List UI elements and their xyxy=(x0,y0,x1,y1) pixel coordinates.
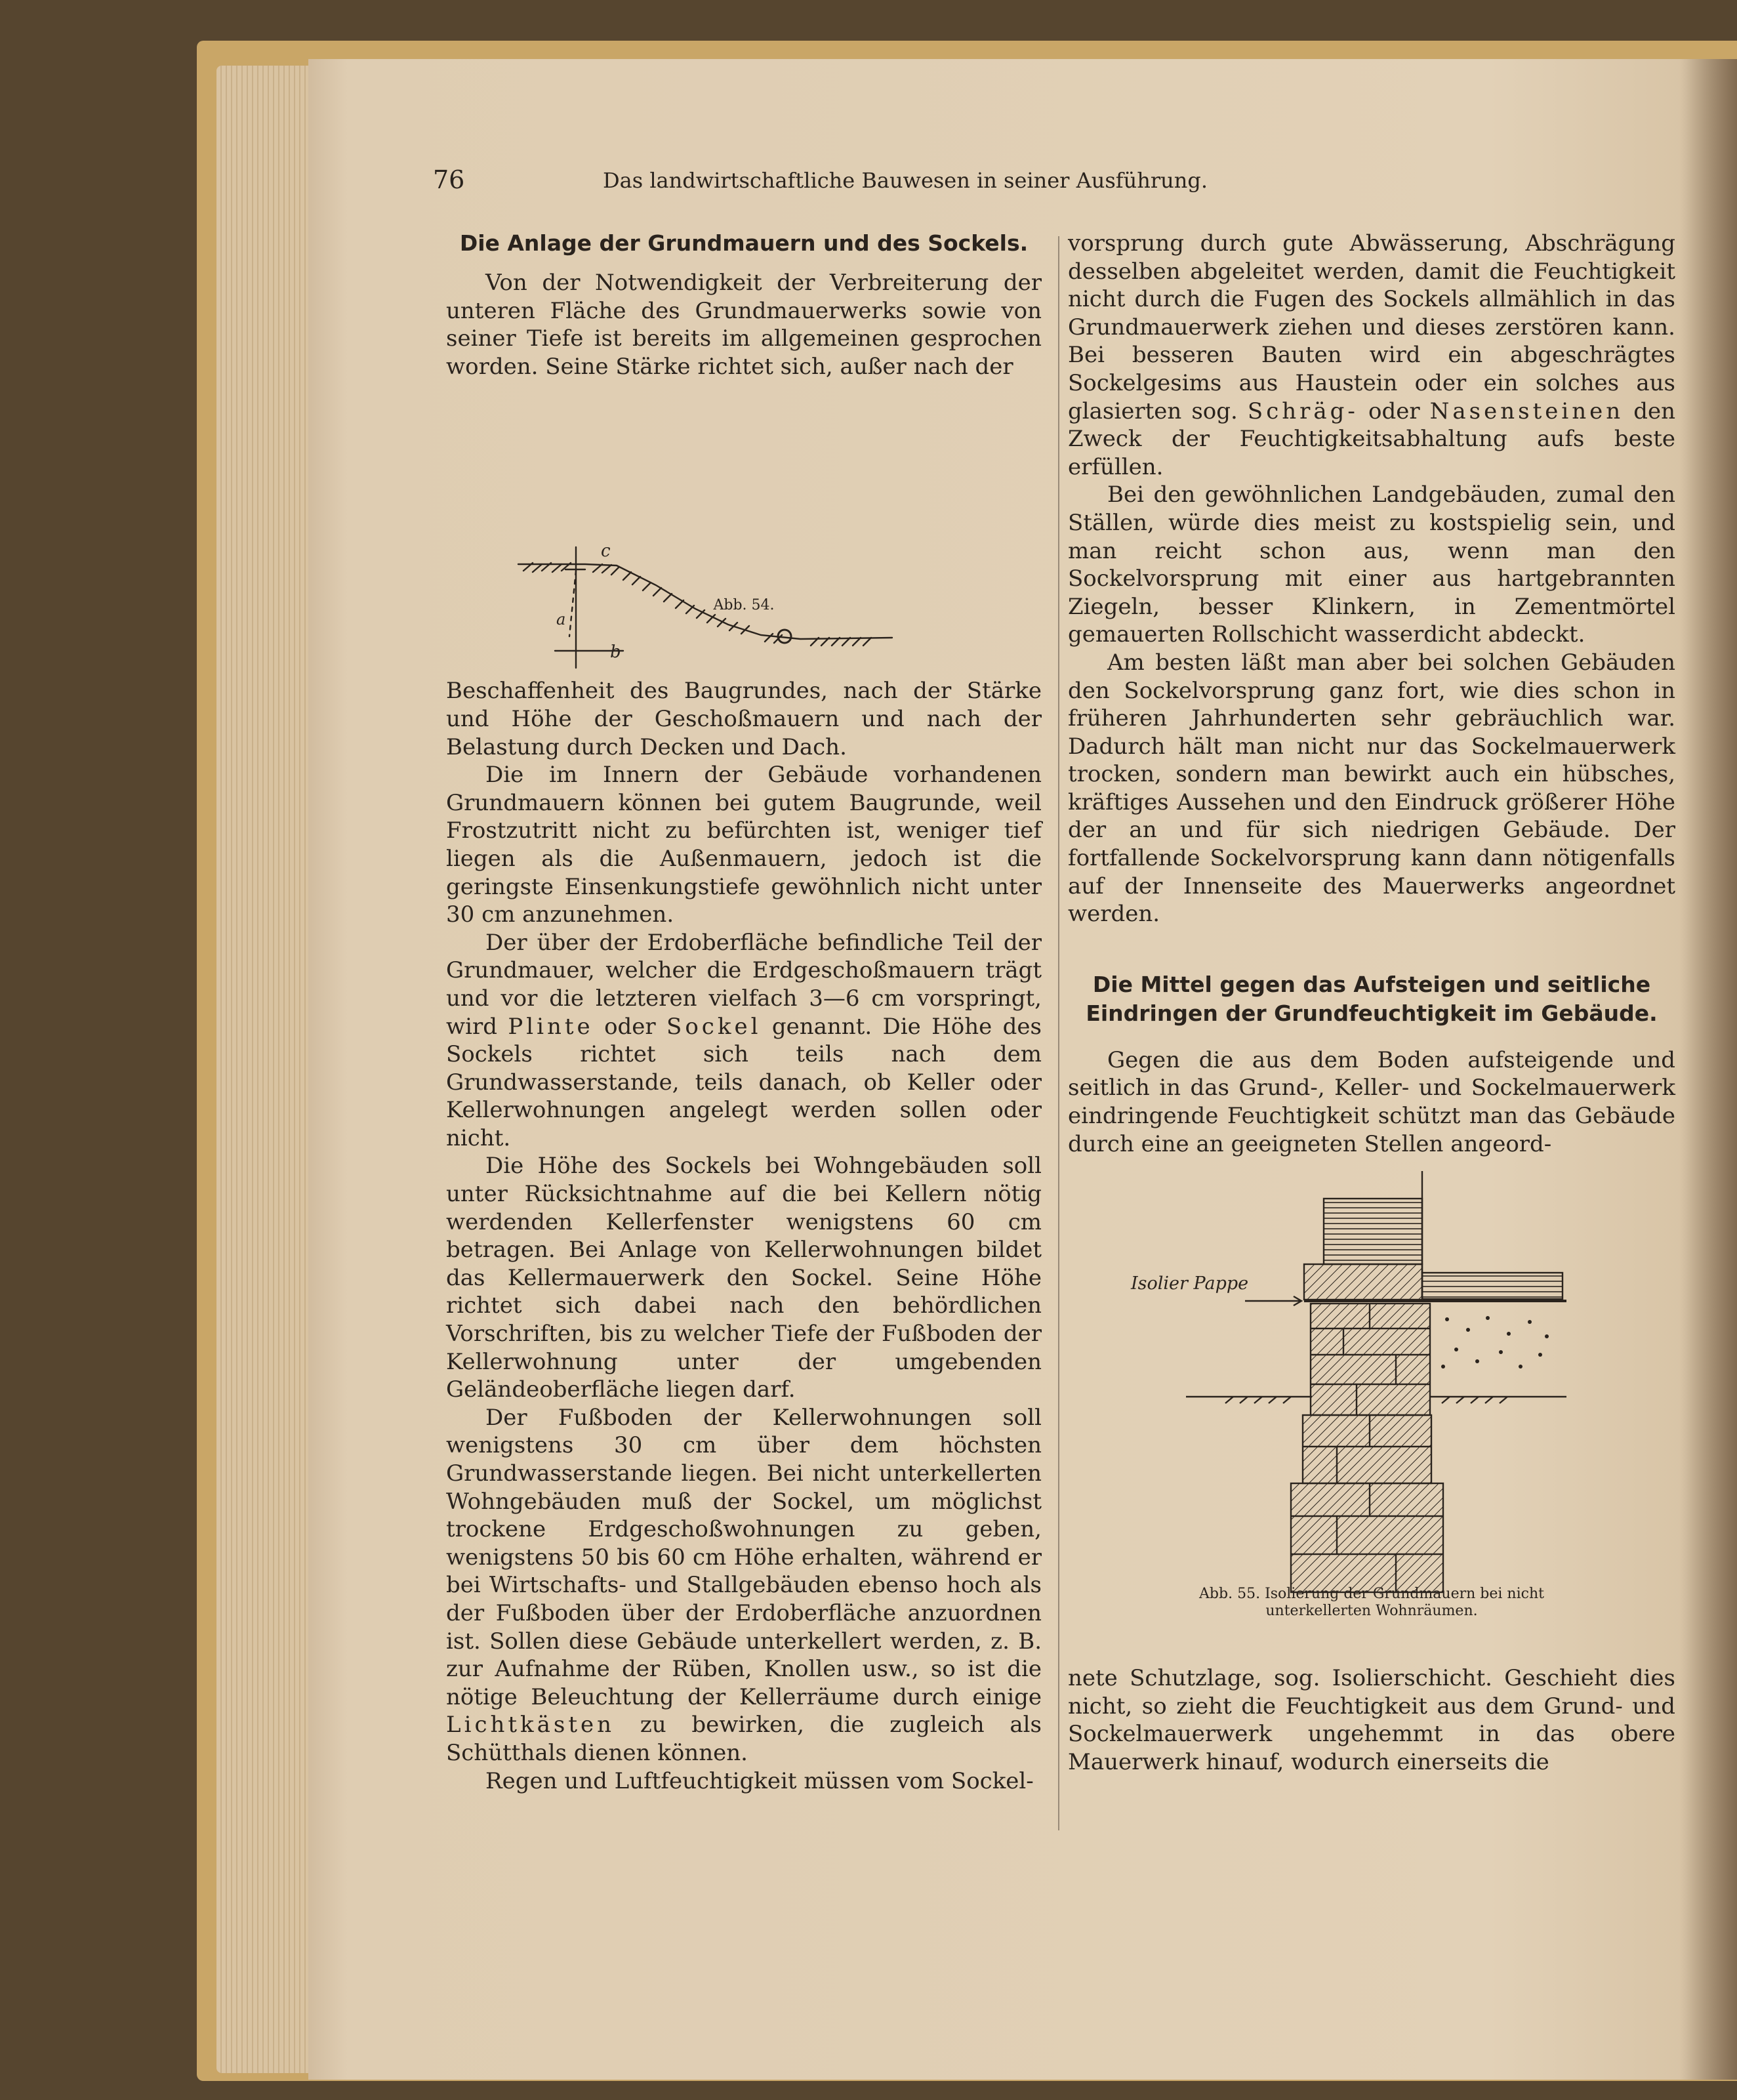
paragraph: Die im Innern der Gebäude vorhandenen Grundmauern können bei gutem Baugrunde, weil Frostzutritt nicht zu befürchten ist, weniger tief liegen als die Außenmauern, jedoch ist die geringste Einsenkungstiefe gewöhnlich nicht unter 30 cm anzunehmen. xyxy=(446,762,1042,928)
paragraph: vorsprung durch gute Abwässerung, Abschrägung desselben abgeleitet werden, damit die Feuchtigkeit nicht durch die Fugen des Sockels allmählich in das Grundmauerwerk ziehen und dieses zerstören kann. Bei besseren Bauten wird ein abgeschrägtes Sockelgesims aus Haustein oder ein solches aus glasierten sog. Schräg- oder Nasensteinen den Zweck der Feuchtigkeitsabhaltung aufs beste erfüllen. xyxy=(1068,230,1676,480)
paragraph: Gegen die aus dem Boden aufsteigende und seitlich in das Grund-, Keller- und Sockelmauerwerk eindringende Feuchtigkeit schützt man das Gebäude durch eine an geeigneten Stellen angeord- xyxy=(1068,1046,1675,1157)
figure-54-label-b: b xyxy=(610,642,621,663)
paragraph: Von der Notwendigkeit der Verbreiterung der unteren Fläche des Grundmauerwerks sowie von seiner Tiefe ist bereits im allgemeinen gesprochen worden. Seine Stärke richtet sich, außer nach der xyxy=(446,270,1042,380)
figure-55-caption-line-1: Abb. 55. Isolierung der Grundmauern bei nicht xyxy=(1199,1586,1544,1603)
term-schraeg: Schräg- xyxy=(1247,398,1359,424)
binding-shadow xyxy=(1679,59,1737,2080)
figure-55-caption xyxy=(1068,1586,1675,1620)
paragraph: Beschaffenheit des Baugrundes, nach der Stärke und Höhe der Geschoßmauern und nach der Belastung durch Decken und Dach. xyxy=(446,678,1042,760)
foundation-footing xyxy=(1291,1483,1443,1592)
page-number: 76 xyxy=(433,165,465,194)
figure-55 xyxy=(1068,1158,1675,1664)
right-column xyxy=(1068,230,1675,1857)
paragraph: Der über der Erdoberfläche befindliche Teil der Grundmauer, welcher die Erdgeschoßmauern trägt und vor die letzteren vielfach 3—6 cm vorspringt, wird Plinte oder Sockel genannt. Die Höhe des Sockels richtet sich teils nach dem Grundwasserstande, teils danach, ob Keller oder Kellerwohnungen angelegt werden sollen oder nicht. xyxy=(446,929,1042,1151)
upper-wall xyxy=(1324,1199,1422,1264)
floor-boards xyxy=(1422,1273,1563,1299)
paragraph: Regen und Luftfeuchtigkeit müssen vom Sockel- xyxy=(485,1767,1034,1794)
paragraph: nete Schutzlage, sog. Isolierschicht. Geschieht dies nicht, so zieht die Feuchtigkeit aus dem Grund- und Sockelmauerwerk ungehemmt in das obere Mauerwerk hinauf, wodurch einerseits die xyxy=(1068,1665,1675,1775)
figure-55-label: Isolier Pappe xyxy=(1131,1273,1249,1294)
figure-54 xyxy=(446,381,1042,677)
term-sockel: Sockel xyxy=(666,1013,762,1040)
paragraph: Der Fußboden der Kellerwohnungen soll wenigstens 30 cm über dem höchsten Grundwasserstande liegen. Bei nicht unterkellerten Wohngebäuden muß der Sockel, um möglichst trockene Erdgeschoßwohnungen zu geben, wenigstens 50 bis 60 cm Höhe erhalten, während er bei Wirtschafts- und Stallgebäuden ebenso hoch als der Fußboden über der Erdoberfläche anzuordnen ist. Sollen diese Gebäude unterkellert werden, z. B. zur Aufnahme der Rüben, Knollen usw., so ist die nötige Beleuchtung der Kellerräume durch einige Lichtkästen zu bewirken, die zugleich als Schütthals dienen können. xyxy=(446,1404,1042,1766)
section-heading-foundations: Die Anlage der Grundmauern und des Sockels. xyxy=(459,230,1029,256)
term-plinte: Plinte xyxy=(508,1013,594,1040)
running-head xyxy=(433,165,1378,194)
term-lichtkaesten: Lichtkästen xyxy=(446,1712,615,1739)
paragraph: Am besten läßt man aber bei solchen Gebäuden den Sockelvorsprung ganz fort, wie dies schon in früheren Jahrhunderten sehr gebräuchlich war. Dadurch hält man nicht nur das Sockelmauerwerk trocken, sondern man bewirkt auch ein hübsches, kräftiges Aussehen und den Eindruck größerer Höhe der an und für sich niedrigen Gebäude. Der fortfallende Sockelvorsprung kann dann nötigenfalls auf der Innenseite des Mauerwerks angeordnet werden. xyxy=(1068,649,1675,928)
figure-54-caption: Abb. 54. xyxy=(713,597,775,614)
foundation-upper xyxy=(1303,1415,1431,1483)
term-nasensteinen: Nasensteinen xyxy=(1429,398,1624,424)
paragraph: Bei den gewöhnlichen Landgebäuden, zumal den Ställen, würde dies meist zu kostspielig sein, und man reicht schon aus, wenn man den Sockelvorsprung mit einer aus hartgebrannten Ziegeln, besser Klinkern, in Zementmörtel gemauerten Rollschicht wasserdicht abdeckt. xyxy=(1068,482,1675,648)
figure-54-drawing xyxy=(446,381,1042,677)
header-title: Das landwirtschaftliche Bauwesen in seiner Ausführung. xyxy=(602,168,1208,193)
left-column xyxy=(446,230,1042,1857)
figure-54-label-c: c xyxy=(601,541,611,562)
wall-course xyxy=(1304,1264,1422,1300)
section-heading-moisture: Die Mittel gegen das Aufsteigen und seitliche Eindringen der Grundfeuchtigkeit im Gebäude. xyxy=(1086,971,1658,1026)
figure-55-caption-line-2: unterkellerten Wohnräumen. xyxy=(1265,1603,1478,1620)
gravel-fill xyxy=(1441,1316,1549,1369)
column-divider xyxy=(1058,236,1059,1830)
figure-54-label-a: a xyxy=(556,610,566,629)
paragraph: Die Höhe des Sockels bei Wohngebäuden soll unter Rücksichtnahme auf die bei Kellern nötig werdenden Kellerfenster wenigstens 60 cm betragen. Bei Anlage von Kellerwohnungen bildet das Kellermauerwerk den Sockel. Seine Höhe richtet sich dabei nach den behördlichen Vorschriften, bis zu welcher Tiefe der Fußboden der Kellerwohnung unter der umgebenden Geländeoberfläche liegen darf. xyxy=(446,1153,1042,1403)
